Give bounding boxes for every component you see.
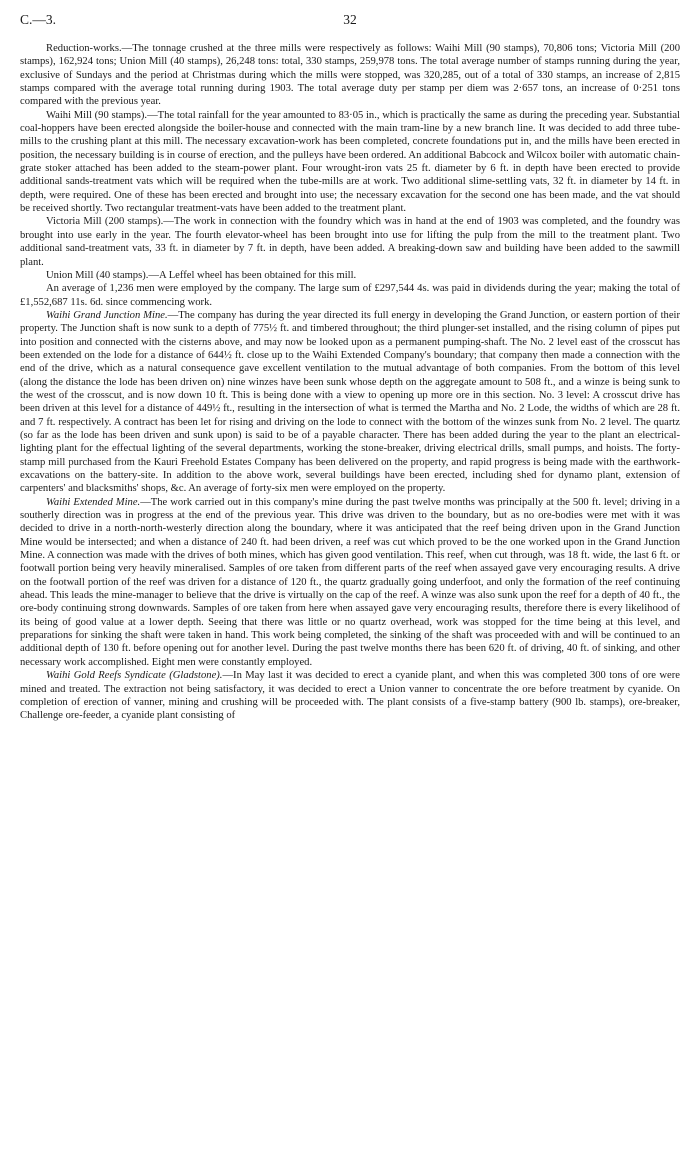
page-number: 32 — [343, 12, 357, 27]
paragraph-grand-junction-mine: Waihi Grand Junction Mine.—The company has during the year directed its full energy in developing the Grand Junction, or eastern portion of their property. The Junction shaft is now sunk to a depth of 775½ ft. and timbered throughout; the third plunger-set installed, and the rising column of pipes put into position and connected with the cisterns above, and may now be looked upon as a permanent pumping-shaft. The No. 2 level east of the crosscut has been extended on the lode for a distance of 644½ ft. close up to the Waihi Extended Company's boundary; that company then made a connection with the end of the drive, which as a natural consequence gave excellent ventilation to the mutual advantage of both companies. From the bottom of this level (along the distance the lode has been driven on) nine winzes have been sunk whose depth on the aggregate amount to 508 ft., and a winze is being sunk to the west of the crosscut, and is now down 10 ft. This is being done with a view to opening up more ore in this section. No. 3 level: A crosscut drive has been driven at this level for a distance of 449½ ft., resulting in the intersection of what is termed the Martha and No. 2 Lode, the widths of which are 28 ft. and 7 ft. respectively. A contract has been let for rising and driving on the lode to connect with the bottom of the winzes sunk from No. 2 level. The quartz (so far as the lode has been driven and sunk upon) is said to be of a payable character. There has been added during the year to the plant an electrical-lighting plant for the effectual lighting of the several departments, working the stone-breaker, driving electrical drills, small pumps, and hoists. The forty-stamp mill purchased from the Kauri Freehold Estates Company has been delivered on the property, and rapid progress is being made with the earthwork-excavations on the battery-site. In addition to the above work, several buildings have been erected, including shed for dynamo plant, extension of carpenters' and blacksmiths' shops, &c. An average of forty-six men were employed on the property. — [20, 309, 680, 495]
heading-waihi-extended-mine: Waihi Extended Mine. — [46, 496, 141, 508]
body-text — [20, 42, 680, 723]
paragraph-waihi-extended-mine: Waihi Extended Mine.—The work carried out in this company's mine during the past twelve months was principally at the 500 ft. level; driving in a southerly direction was in progress at the end of the previous year. This drive was driven to the boundary, but as no ore-bodies were met with it was decided to drive in a north-north-westerly direction along the boundary, where it was anticipated that the reef being driven upon in the Grand Junction Mine would be intersected; and when a distance of 240 ft. had been driven, a reef was cut which proved to be the one worked upon in the Grand Junction Mine. A connection was made with the drives of both mines, which has given good ventilation. This reef, when cut through, was 18 ft. wide, the last 6 ft. or footwall portion being very heavily mineralised. Samples of ore taken from different parts of the reef when assayed gave very encouraging results. A drive on the footwall portion of the reef was driven for a distance of 120 ft., the quartz gradually going underfoot, and only the formation of the reef continuing ahead. This leads the mine-manager to believe that the drive is virtually on the cap of the reef. A winze was also sunk upon the reef for a depth of 40 ft., the ore-body continuing strong downwards. Samples of ore taken from here when assayed gave very encouraging results, therefore there is every likelihood of its being of good value at a lower depth. Seeing that there was little or no quartz overhead, work was stopped for the time being at this level, and preparations for sinking the shaft were taken in hand. This work being completed, the sinking of the shaft was proceeded with and will be continued to an additional depth of 130 ft. before opening out for another level. During the past twelve months there has been 620 ft. of driving, 40 ft. of sinking, and other necessary work accomplished. Eight men were constantly employed. — [20, 496, 680, 668]
paragraph-union-mill: Union Mill (40 stamps).—A Leffel wheel has been obtained for this mill. — [46, 269, 357, 281]
paragraph-waihi-mill: Waihi Mill (90 stamps).—The total rainfall for the year amounted to 83·05 in., which is practically the same as during the preceding year. Substantial coal-hoppers have been erected alongside the boiler-house and connected with the main tram-line by a new branch line. It was decided to add three tube-mills to the crushing plant at this mill. The necessary excavation-work has been completed, concrete foundations put in, and the mills have been erected in position, the necessary building is in course of erection, and the pulleys have been ordered. An additional Babcock and Wilcox boiler with automatic chain-grate stoker attached has been added to the steam-power plant. Four wrought-iron vats 25 ft. diameter by 6 ft. in depth have been erected to provide additional sands-treatment vats which will be required when the tube-mills are at work. Two additional slime-settling vats, 32 ft. in diameter by 14 ft. in depth, were required. One of these has been erected and brought into use; the necessary excavation for the second one has been made, and the vat should be received shortly. Two rectangular treatment-vats have been added to the treatment plant. — [20, 109, 680, 215]
page-header — [20, 12, 680, 32]
paragraph-employment-dividends: An average of 1,236 men were employed by the company. The large sum of £297,544 4s. was paid in dividends during the year; making the total of £1,552,687 11s. 6d. since commencing work. — [20, 283, 680, 308]
heading-gold-reefs-syndicate: Waihi Gold Reefs Syndicate (Gladstone). — [46, 670, 223, 682]
report-reference: C.—3. — [20, 12, 57, 27]
paragraph-gold-reefs-syndicate: Waihi Gold Reefs Syndicate (Gladstone).—In May last it was decided to erect a cyanide plant, and when this was completed 300 tons of ore were mined and treated. The extraction not being satisfactory, it was decided to erect a Union vanner to concentrate the ore before treatment by cyanide. On completion of erection of vanner, mining and crushing will be proceeded with. The plant consists of a five-stamp battery (900 lb. stamps), ore-breaker, Challenge ore-feeder, a cyanide plant consisting of — [20, 670, 680, 722]
heading-grand-junction-mine: Waihi Grand Junction Mine. — [46, 309, 168, 321]
paragraph-reduction-works: Reduction-works.—The tonnage crushed at the three mills were respectively as follows: Waihi Mill (90 stamps), 70,806 tons; Victoria Mill (200 stamps), 162,924 tons; Union Mill (40 stamps), 26,248 tons: total, 330 stamps, 259,978 tons. The total average number of stamps running during the year, exclusive of Sundays and the period at Christmas during which the mills were stopped, was 320,285, out of a total of 330 stamps, an increase of 2,815 stamps compared with the average total running during 1903. The total average duty per stamp per diem was 2·657 tons, an increase of 0·251 tons compared with the previous year. — [20, 43, 680, 108]
paragraph-victoria-mill: Victoria Mill (200 stamps).—The work in connection with the foundry which was in hand at the end of 1903 was completed, and the foundry was brought into use early in the year. The fourth elevator-wheel has been brought into use for lifting the pulp from the mill to the treatment plant. Two additional sand-treatment vats, 33 ft. in diameter by 7 ft. in depth, have been added. A breaking-down saw and building have been added to the sawmill plant. — [20, 216, 680, 268]
